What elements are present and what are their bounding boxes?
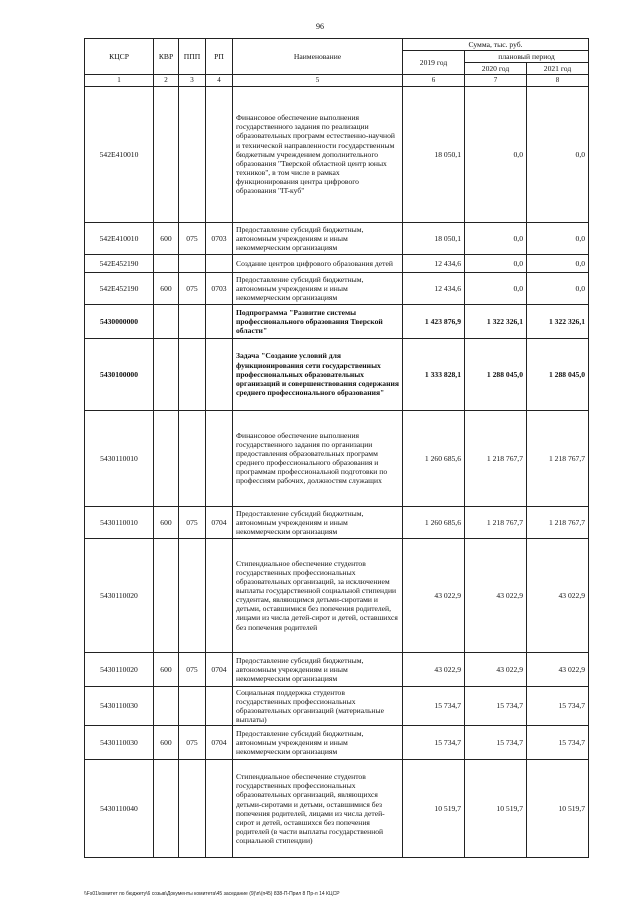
col-index: 7 — [465, 75, 527, 86]
cell-2020: 0,0 — [465, 272, 527, 304]
cell-2021: 10 519,7 — [527, 760, 589, 858]
cell-2021: 15 734,7 — [527, 726, 589, 760]
cell-2019: 1 260 685,6 — [403, 410, 465, 506]
cell-name: Предоставление субсидий бюджетным, автономным учреждениям и иным некоммерческим организациям — [233, 506, 403, 538]
budget-table — [84, 38, 589, 858]
cell-2019: 1 333 828,1 — [403, 338, 465, 410]
cell-rp — [206, 86, 233, 222]
cell-kvr — [154, 686, 179, 725]
cell-kcsr: 542E410010 — [85, 222, 154, 254]
cell-ppp: 075 — [179, 506, 206, 538]
cell-kcsr: 542E410010 — [85, 86, 154, 222]
cell-2019: 43 022,9 — [403, 652, 465, 686]
header-name: Наименование — [233, 39, 403, 75]
table-row — [85, 652, 589, 686]
cell-rp — [206, 338, 233, 410]
cell-name: Предоставление субсидий бюджетным, автономным учреждениям и иным некоммерческим организациям — [233, 726, 403, 760]
cell-name: Создание центров цифрового образования детей — [233, 254, 403, 272]
cell-kcsr: 542E452190 — [85, 272, 154, 304]
cell-2020: 0,0 — [465, 222, 527, 254]
table-row — [85, 304, 589, 338]
cell-rp — [206, 304, 233, 338]
cell-rp: 0703 — [206, 272, 233, 304]
cell-name: Финансовое обеспечение выполнения государственного задания по реализации образовательных программ естественно-научной и технической направленности государственным бюджетным учреждением дополнительного образования "Тверской областной центр юных техников", в том числе в рамках функционирования центра цифрового образования "IT-куб" — [233, 86, 403, 222]
cell-2020: 1 322 326,1 — [465, 304, 527, 338]
page-number: 96 — [316, 22, 324, 31]
cell-2020: 0,0 — [465, 86, 527, 222]
col-index: 5 — [233, 75, 403, 86]
cell-2019: 1 423 876,9 — [403, 304, 465, 338]
cell-2021: 1 322 326,1 — [527, 304, 589, 338]
cell-2019: 18 050,1 — [403, 222, 465, 254]
cell-name: Предоставление субсидий бюджетным, автономным учреждениям и иным некоммерческим организациям — [233, 652, 403, 686]
table-row — [85, 410, 589, 506]
cell-name: Предоставление субсидий бюджетным, автономным учреждениям и иным некоммерческим организациям — [233, 272, 403, 304]
table-row — [85, 686, 589, 725]
cell-ppp — [179, 760, 206, 858]
header-2019: 2019 год — [403, 51, 465, 75]
cell-rp — [206, 538, 233, 652]
cell-ppp — [179, 86, 206, 222]
col-index: 1 — [85, 75, 154, 86]
cell-kvr — [154, 338, 179, 410]
header-rp: РП — [206, 39, 233, 75]
cell-2020: 15 734,7 — [465, 686, 527, 725]
cell-rp: 0704 — [206, 506, 233, 538]
cell-2019: 18 050,1 — [403, 86, 465, 222]
cell-kvr: 600 — [154, 506, 179, 538]
header-planned: плановый период — [465, 51, 589, 63]
cell-2021: 0,0 — [527, 86, 589, 222]
cell-kvr — [154, 304, 179, 338]
cell-2021: 1 288 045,0 — [527, 338, 589, 410]
cell-2020: 15 734,7 — [465, 726, 527, 760]
cell-name: Социальная поддержка студентов государственных профессиональных образовательных организаций (материальные выплаты) — [233, 686, 403, 725]
cell-name: Стипендиальное обеспечение студентов государственных профессиональных образовательных организаций, за исключением выплаты государственной социальной стипендии студентам, являющимся детьми-сиротами и детьми, оставшимися без попечения родителей, лицами из числа детей-сирот и детей, оставшихся без попечения родителей — [233, 538, 403, 652]
cell-2019: 1 260 685,6 — [403, 506, 465, 538]
cell-2021: 0,0 — [527, 272, 589, 304]
cell-ppp: 075 — [179, 222, 206, 254]
cell-ppp: 075 — [179, 272, 206, 304]
cell-2020: 43 022,9 — [465, 538, 527, 652]
cell-ppp — [179, 410, 206, 506]
cell-rp: 0704 — [206, 726, 233, 760]
cell-rp — [206, 254, 233, 272]
cell-2021: 0,0 — [527, 254, 589, 272]
cell-rp: 0704 — [206, 652, 233, 686]
cell-2021: 43 022,9 — [527, 538, 589, 652]
col-index: 8 — [527, 75, 589, 86]
cell-ppp — [179, 304, 206, 338]
cell-2021: 0,0 — [527, 222, 589, 254]
cell-ppp — [179, 538, 206, 652]
cell-2021: 15 734,7 — [527, 686, 589, 725]
cell-kvr: 600 — [154, 222, 179, 254]
table-row — [85, 760, 589, 858]
cell-2020: 1 288 045,0 — [465, 338, 527, 410]
cell-kvr — [154, 254, 179, 272]
table-row — [85, 254, 589, 272]
cell-kcsr: 5430110040 — [85, 760, 154, 858]
cell-kcsr: 5430110030 — [85, 726, 154, 760]
col-index: 4 — [206, 75, 233, 86]
cell-2019: 10 519,7 — [403, 760, 465, 858]
cell-kcsr: 5430110020 — [85, 538, 154, 652]
cell-kvr — [154, 86, 179, 222]
cell-rp — [206, 760, 233, 858]
table-row — [85, 272, 589, 304]
cell-kcsr: 5430110030 — [85, 686, 154, 725]
cell-2019: 12 434,6 — [403, 254, 465, 272]
cell-rp — [206, 686, 233, 725]
table-row — [85, 538, 589, 652]
cell-ppp: 075 — [179, 726, 206, 760]
table-row — [85, 338, 589, 410]
cell-name: Задача "Создание условий для функционирования сети государственных профессиональных образовательных организаций и совершенствования содержания среднего профессионального образования" — [233, 338, 403, 410]
cell-ppp — [179, 338, 206, 410]
cell-2021: 1 218 767,7 — [527, 410, 589, 506]
header-sum: Сумма, тыс. руб. — [403, 39, 589, 51]
cell-2021: 1 218 767,7 — [527, 506, 589, 538]
col-index: 6 — [403, 75, 465, 86]
header-2020: 2020 год — [465, 63, 527, 75]
cell-kcsr: 5430110010 — [85, 506, 154, 538]
cell-kvr — [154, 538, 179, 652]
cell-name: Подпрограмма "Развитие системы профессионального образования Тверской области" — [233, 304, 403, 338]
col-index: 3 — [179, 75, 206, 86]
cell-2020: 1 218 767,7 — [465, 410, 527, 506]
table-row — [85, 222, 589, 254]
table-row — [85, 726, 589, 760]
cell-2019: 12 434,6 — [403, 272, 465, 304]
cell-2020: 43 022,9 — [465, 652, 527, 686]
cell-ppp — [179, 254, 206, 272]
cell-kcsr: 5430100000 — [85, 338, 154, 410]
header-2021: 2021 год — [527, 63, 589, 75]
cell-name: Стипендиальное обеспечение студентов государственных профессиональных образовательных организаций, являющихся детьми-сиротами и детьми, оставшимися без попечения родителей, лицами из числа детей-сирот и детей, оставшихся без попечения родителей (в части выплаты государственной социальной стипендии) — [233, 760, 403, 858]
cell-2019: 15 734,7 — [403, 686, 465, 725]
cell-rp: 0703 — [206, 222, 233, 254]
cell-ppp: 075 — [179, 652, 206, 686]
cell-kcsr: 5430110020 — [85, 652, 154, 686]
cell-kvr — [154, 760, 179, 858]
cell-kcsr: 542E452190 — [85, 254, 154, 272]
table-body — [85, 86, 589, 857]
cell-kvr — [154, 410, 179, 506]
table-row — [85, 506, 589, 538]
cell-kcsr: 5430110010 — [85, 410, 154, 506]
cell-kvr: 600 — [154, 272, 179, 304]
cell-2020: 1 218 767,7 — [465, 506, 527, 538]
cell-2021: 43 022,9 — [527, 652, 589, 686]
cell-2020: 10 519,7 — [465, 760, 527, 858]
cell-2019: 15 734,7 — [403, 726, 465, 760]
cell-kvr: 600 — [154, 726, 179, 760]
cell-name: Финансовое обеспечение выполнения государственного задания по организации предоставления образовательных программ среднего профессионального образования и программам профессиональной подготовки по профессиям рабочих, должностям служащих — [233, 410, 403, 506]
header-ppp: ППП — [179, 39, 206, 75]
cell-2020: 0,0 — [465, 254, 527, 272]
footer-path: \\Fs01\комитет по бюджету\6 созыв\Документы комитета\45 заседание (9)\п\(п45) 838-П-Прил 8 Пр-л 14 КЦСР — [84, 891, 340, 897]
cell-2019: 43 022,9 — [403, 538, 465, 652]
header-kvr: КВР — [154, 39, 179, 75]
cell-kvr: 600 — [154, 652, 179, 686]
header-kcsr: КЦСР — [85, 39, 154, 75]
cell-rp — [206, 410, 233, 506]
table-row — [85, 86, 589, 222]
cell-ppp — [179, 686, 206, 725]
cell-name: Предоставление субсидий бюджетным, автономным учреждениям и иным некоммерческим организациям — [233, 222, 403, 254]
cell-kcsr: 5430000000 — [85, 304, 154, 338]
col-index: 2 — [154, 75, 179, 86]
